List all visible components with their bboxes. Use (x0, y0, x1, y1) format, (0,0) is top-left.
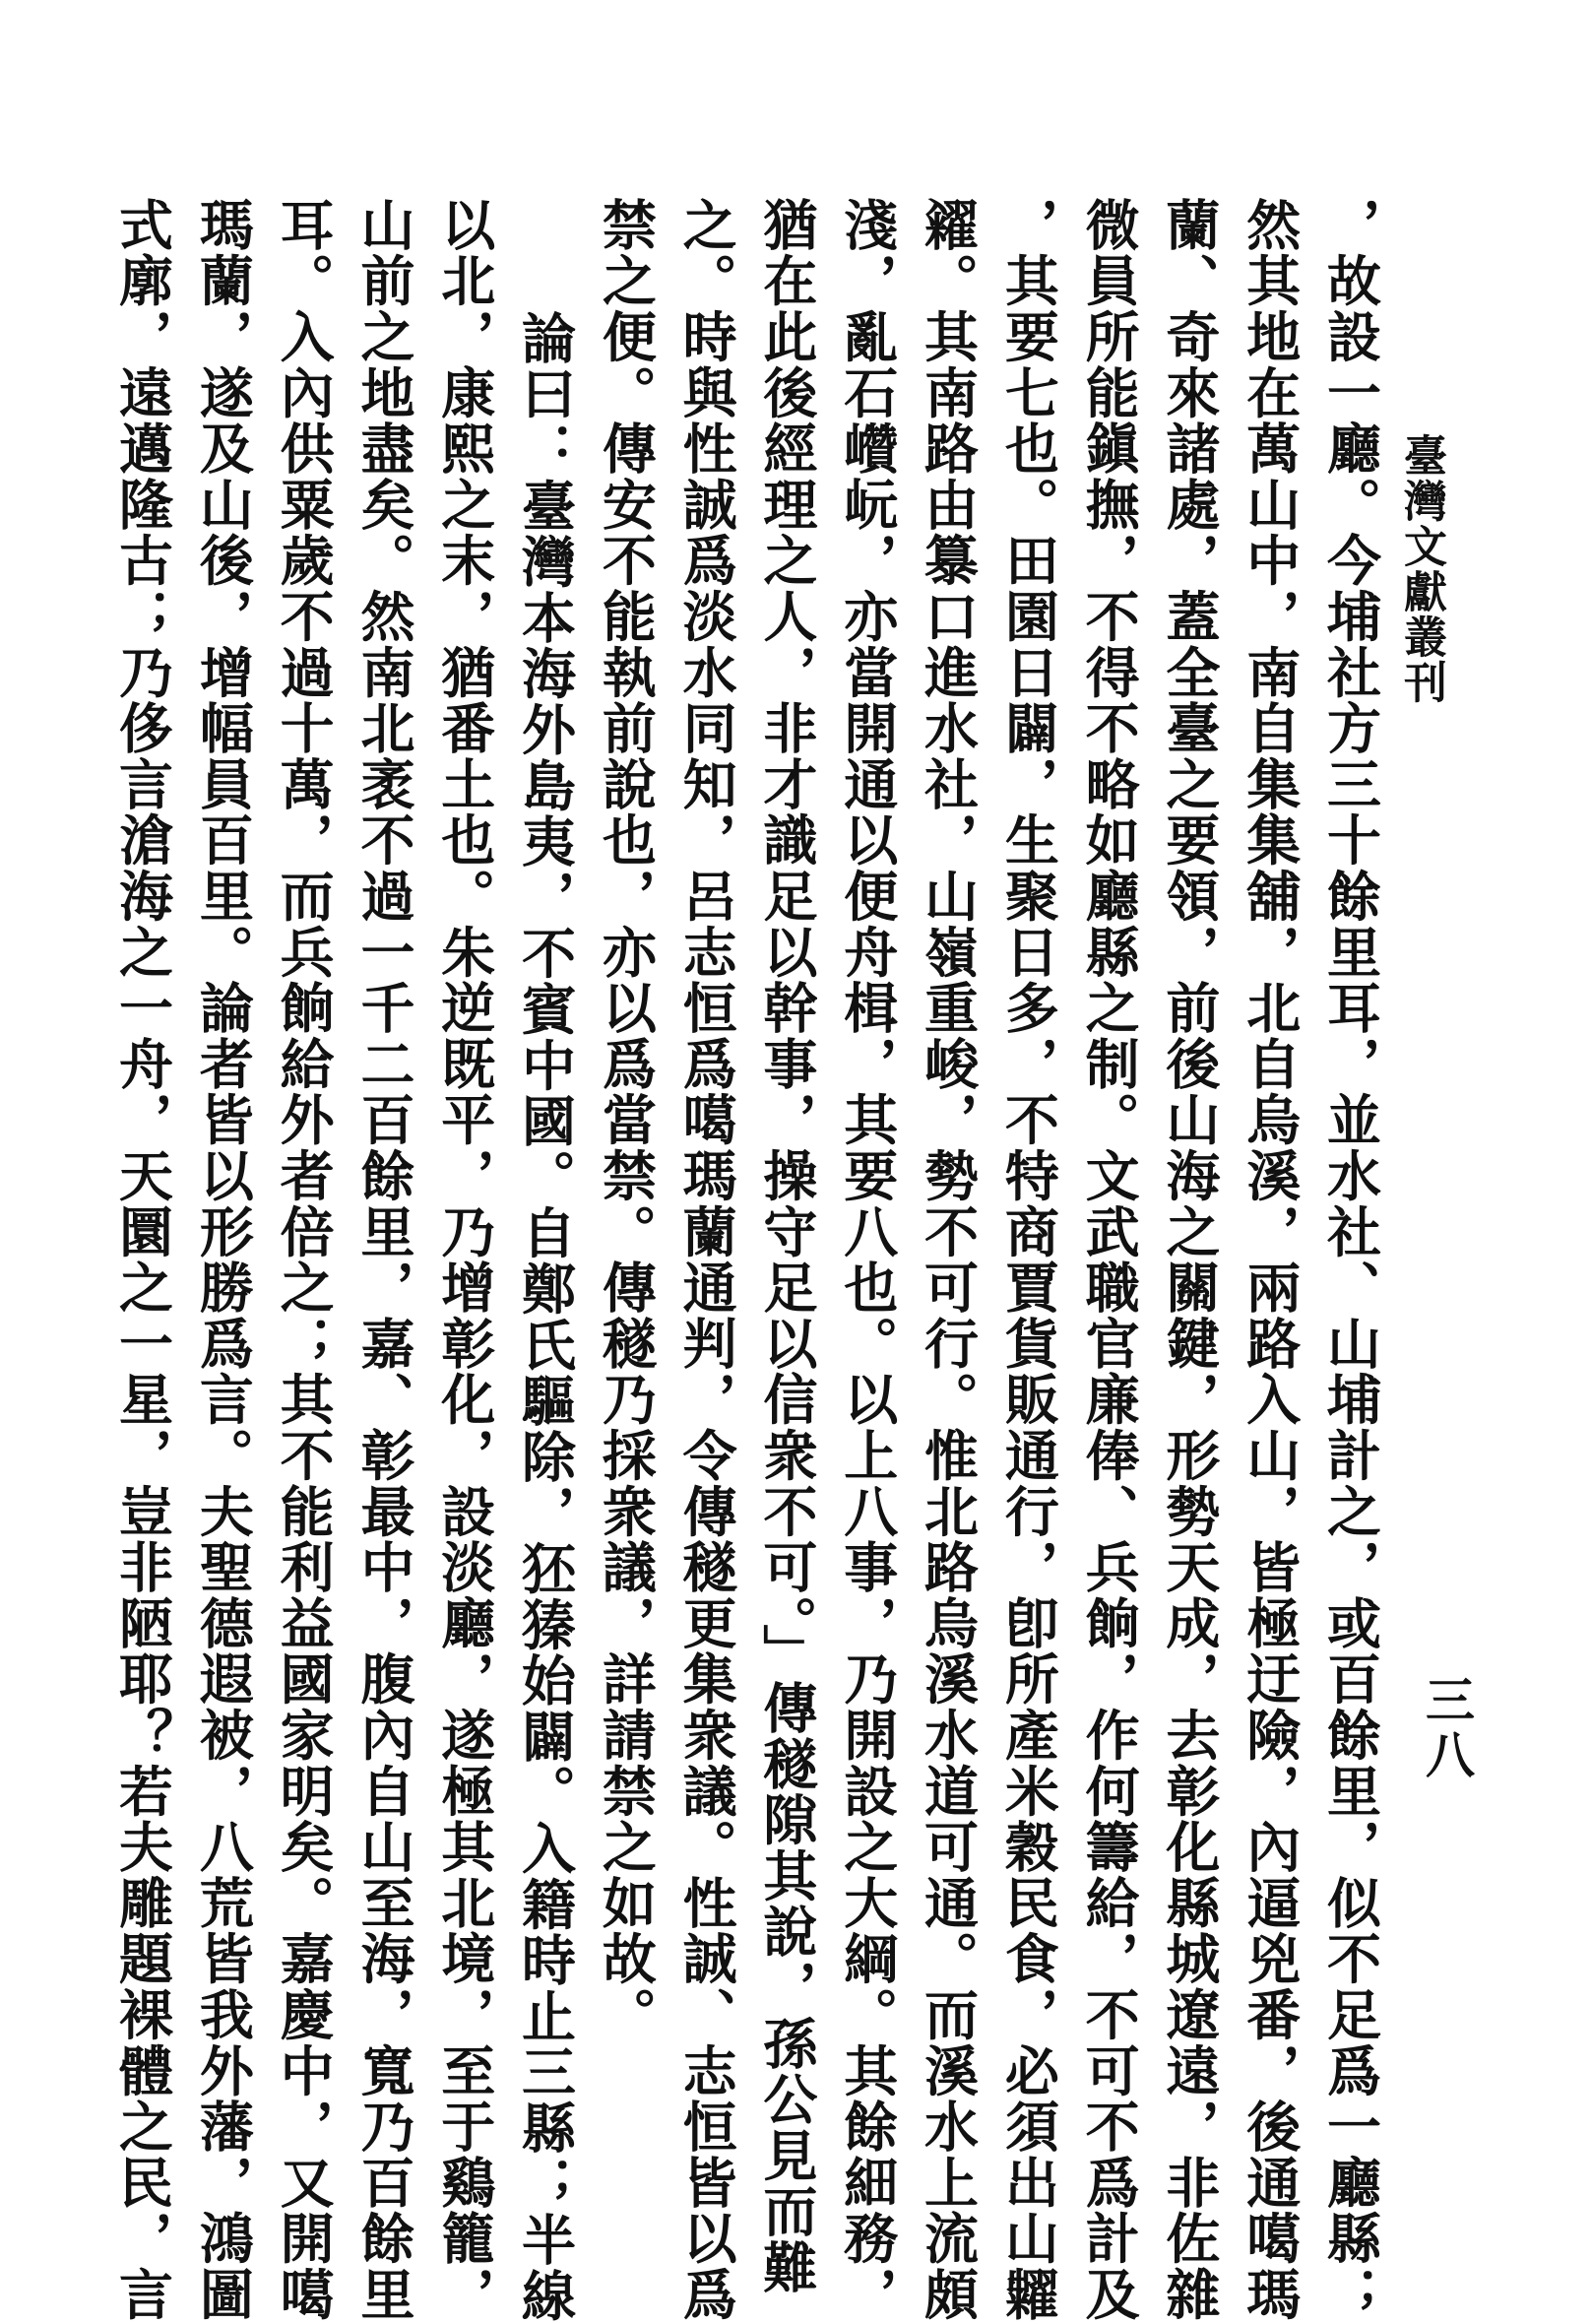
text-column-8: 猶在此後經理之人，非才識足以幹事，操守足以信衆不可。」傳穟隙其說，孫公見而難 (754, 197, 819, 2295)
page-number: 三八 (1418, 1674, 1476, 1784)
text-column-4: 微員所能鎭撫，不得不略如廳縣之制。文武職官廉俸、兵餉，作何籌給，不可不爲計及 (1076, 197, 1141, 2323)
text-column-7: 淺，亂石巑岏，亦當開通以便舟楫，其要八也。以上八事，乃開設之大綱。其餘細務， (835, 197, 900, 2323)
text-column-15: 瑪蘭，遂及山後，增幅員百里。論者皆以形勝爲言。夫聖德遐被，八荒皆我外藩，鴻圖 (190, 197, 255, 2323)
text-column-9: 之。時與性誠爲淡水同知，呂志恒爲噶瑪蘭通判，令傳穟更集衆議。性誠、志恒皆以爲 (673, 197, 738, 2323)
text-column-6: 糴。其南路由𥴠口進水社，山嶺重峻，勢不可行。惟北路烏溪水道可通。而溪水上流頗 (916, 197, 981, 2323)
text-column-14: 耳。入內供粟歲不過十萬，而兵餉給外者倍之；其不能利益國家明矣。嘉慶中，又開噶 (271, 197, 336, 2323)
text-column-5: ，其要七也。田園日闢，生聚日多，不特商賈貨販通行，卽所產米穀民食，必須出山糶 (995, 197, 1060, 2323)
text-column-1: ，故設一廳。今埔社方三十餘里耳，並水社、山埔計之，或百餘里，似不足爲一廳縣； (1318, 197, 1382, 2323)
text-column-13: 山前之地盡矣。然南北袤不過一千二百餘里，嘉、彰最中，腹內自山至海，寬乃百餘里 (351, 197, 416, 2323)
body-text (110, 197, 1382, 2324)
text-column-16: 式廓，遠邁隆古；乃侈言滄海之一舟，天圜之一星，豈非陋耶？若夫雕題裸體之民，言 (110, 197, 175, 2323)
text-column-11: 論曰：臺灣本海外島夷，不賓中國。自鄭氏驅除，狉獉始闢。入籍時止三縣；半線 (513, 310, 578, 2324)
header-title: 臺灣文獻叢刊 (1396, 433, 1446, 705)
text-column-2: 然其地在萬山中，南自集集舖，北自烏溪，兩路入山，皆極迂險，內逼兇番，後通噶瑪 (1238, 197, 1303, 2323)
text-column-3: 蘭、奇來諸處，蓋全臺之要領，前後山海之關鍵，形勢天成，去彰化縣城遼遠，非佐雜 (1157, 197, 1222, 2323)
text-column-10: 禁之便。傳安不能執前說也，亦以爲當禁。傳穟乃採衆議，詳請禁之如故。 (593, 197, 658, 2043)
text-column-12: 以北，康熙之末，猶番土也。朱逆既平，乃增彰化，設淡廳，遂極其北境，至于鷄籠， (432, 197, 497, 2323)
